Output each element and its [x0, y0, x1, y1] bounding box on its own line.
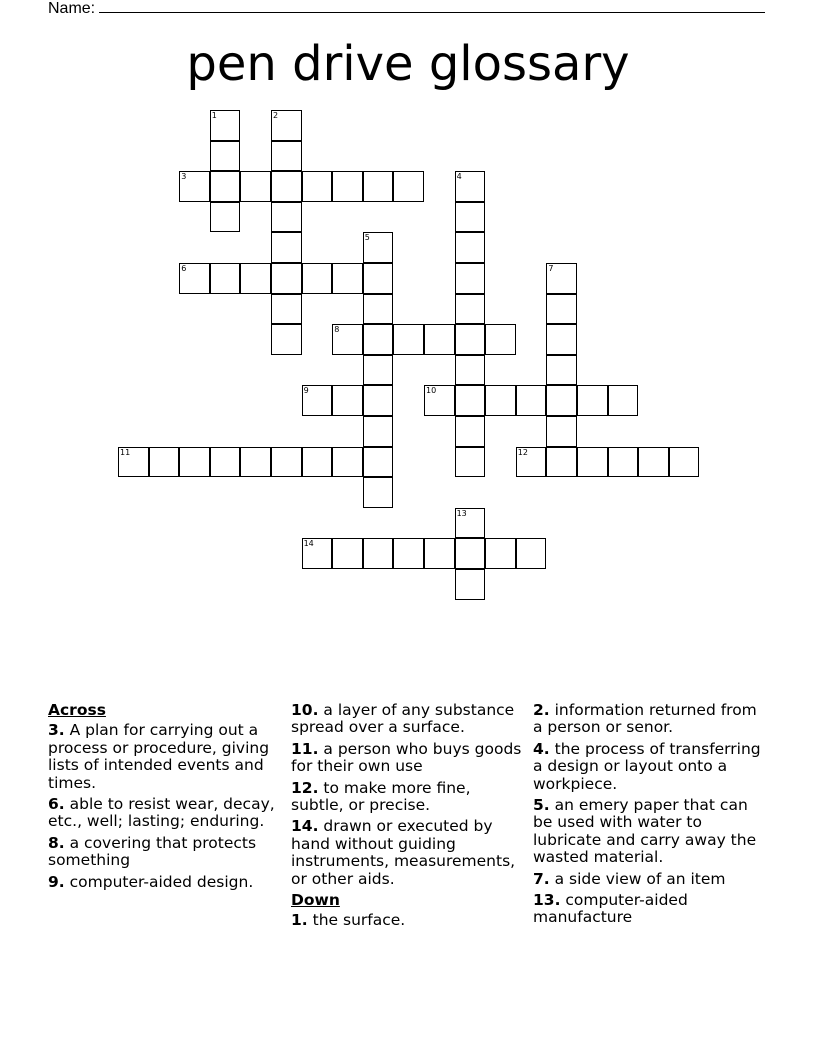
- grid-cell[interactable]: [332, 263, 363, 294]
- grid-cell[interactable]: [363, 294, 394, 325]
- grid-cell[interactable]: [516, 538, 547, 569]
- page-title: pen drive glossary: [186, 36, 630, 92]
- grid-cell[interactable]: [546, 324, 577, 355]
- clue-number: 2: [273, 111, 279, 120]
- grid-cell[interactable]: [455, 508, 486, 539]
- grid-cell[interactable]: [485, 324, 516, 355]
- grid-cell[interactable]: [546, 355, 577, 386]
- grid-cell[interactable]: [240, 447, 271, 478]
- grid-cell[interactable]: [271, 294, 302, 325]
- clue-across-9: 9. computer-aided design.: [48, 872, 254, 891]
- clue-number: 5: [364, 233, 370, 243]
- grid-cell[interactable]: [455, 355, 486, 386]
- grid-cell[interactable]: [363, 477, 394, 508]
- grid-cell[interactable]: [363, 385, 394, 416]
- grid-cell[interactable]: [485, 538, 516, 569]
- grid-cell[interactable]: [608, 447, 639, 478]
- grid-cell[interactable]: [302, 171, 333, 202]
- grid-cell[interactable]: [332, 385, 363, 416]
- grid-cell[interactable]: [638, 447, 669, 478]
- grid-cell[interactable]: [210, 263, 241, 294]
- grid-cell[interactable]: [393, 538, 424, 569]
- grid-cell[interactable]: [455, 569, 486, 600]
- clue-down-5: 5. an emery paper that can be used with water to lubricate and carry away the wasted material.: [533, 796, 757, 867]
- grid-cell[interactable]: [546, 447, 577, 478]
- grid-cell[interactable]: [271, 202, 302, 233]
- grid-cell[interactable]: [302, 263, 333, 294]
- grid-cell[interactable]: [363, 263, 394, 294]
- grid-cell[interactable]: [363, 447, 394, 478]
- name-label: Name:: [48, 0, 96, 17]
- grid-cell[interactable]: [179, 447, 210, 478]
- grid-cell[interactable]: [455, 538, 486, 569]
- grid-cell[interactable]: [302, 538, 333, 569]
- grid-cell[interactable]: [455, 385, 486, 416]
- grid-cell[interactable]: [485, 385, 516, 416]
- clue-column-1: [48, 702, 280, 895]
- clue-number: 7: [548, 264, 554, 273]
- clue-column-3: [533, 702, 765, 931]
- grid-cell[interactable]: [393, 324, 424, 355]
- clue-number: 4: [456, 172, 462, 182]
- clue-number: 3: [181, 172, 187, 182]
- grid-cell[interactable]: [271, 110, 302, 141]
- clue-across-10: 10. a layer of any substance spread over a surface.: [291, 701, 515, 737]
- grid-cell[interactable]: [179, 171, 210, 202]
- grid-cell[interactable]: [577, 447, 608, 478]
- grid-cell[interactable]: [546, 263, 577, 294]
- grid-cell[interactable]: [149, 447, 180, 478]
- grid-cell[interactable]: [363, 232, 394, 263]
- grid-cell[interactable]: [271, 141, 302, 172]
- grid-cell[interactable]: [210, 447, 241, 478]
- clue-number: 10: [426, 386, 437, 396]
- grid-cell[interactable]: [424, 385, 455, 416]
- grid-cell[interactable]: [240, 171, 271, 202]
- grid-cell[interactable]: [608, 385, 639, 416]
- grid-cell[interactable]: [271, 171, 302, 202]
- grid-cell[interactable]: [577, 385, 608, 416]
- grid-cell[interactable]: [363, 355, 394, 386]
- clue-column-2: [291, 702, 523, 934]
- clue-down-4: 4. the process of transferring a design or layout onto a workpiece.: [533, 739, 761, 793]
- grid-cell[interactable]: [210, 141, 241, 172]
- clue-number: 12: [517, 447, 528, 457]
- clue-down-1: 1. the surface.: [291, 911, 406, 930]
- grid-cell[interactable]: [393, 171, 424, 202]
- clue-down-2: 2. information returned from a person or senor.: [533, 701, 757, 737]
- clue-down-7: 7. a side view of an item: [533, 869, 726, 888]
- clue-number: 9: [303, 386, 309, 396]
- grid-cell[interactable]: [210, 171, 241, 202]
- grid-cell[interactable]: [363, 416, 394, 447]
- grid-cell[interactable]: [455, 447, 486, 478]
- down-heading: Down: [291, 891, 340, 910]
- grid-cell[interactable]: [546, 416, 577, 447]
- grid-cell[interactable]: [455, 263, 486, 294]
- grid-cell[interactable]: [455, 171, 486, 202]
- grid-cell[interactable]: [546, 294, 577, 325]
- grid-cell[interactable]: [179, 263, 210, 294]
- grid-cell[interactable]: [332, 447, 363, 478]
- grid-cell[interactable]: [455, 294, 486, 325]
- clue-across-14: 14. drawn or executed by hand without guiding instruments, measurements, or other aids.: [291, 817, 516, 888]
- clue-across-12: 12. to make more fine, subtle, or precise.: [291, 778, 471, 815]
- grid-cell[interactable]: [424, 538, 455, 569]
- grid-cell[interactable]: [271, 232, 302, 263]
- grid-cell[interactable]: [455, 324, 486, 355]
- grid-cell[interactable]: [363, 324, 394, 355]
- grid-cell[interactable]: [455, 202, 486, 233]
- grid-cell[interactable]: [363, 171, 394, 202]
- grid-cell[interactable]: [332, 171, 363, 202]
- grid-cell[interactable]: [455, 232, 486, 263]
- grid-cell[interactable]: [210, 110, 241, 141]
- grid-cell[interactable]: [271, 447, 302, 478]
- grid-cell[interactable]: [455, 416, 486, 447]
- clue-across-6: 6. able to resist wear, decay, etc., well; lasting; enduring.: [48, 795, 275, 831]
- grid-cell[interactable]: [240, 263, 271, 294]
- grid-cell[interactable]: [332, 324, 363, 355]
- grid-cell[interactable]: [210, 202, 241, 233]
- clue-across-8: 8. a covering that protects something: [48, 833, 257, 870]
- clue-number: 11: [120, 447, 131, 457]
- grid-cell[interactable]: [516, 385, 547, 416]
- grid-cell[interactable]: [363, 538, 394, 569]
- grid-cell[interactable]: [546, 385, 577, 416]
- clue-number: 13: [456, 508, 467, 518]
- across-heading: Across: [48, 701, 106, 719]
- clue-across-11: 11. a person who buys goods for their own use: [291, 739, 522, 776]
- grid-cell[interactable]: [302, 385, 333, 416]
- clue-number: 6: [181, 264, 187, 273]
- grid-cell[interactable]: [271, 324, 302, 355]
- grid-cell[interactable]: [516, 447, 547, 478]
- grid-cell[interactable]: [669, 447, 700, 478]
- clue-number: 14: [303, 539, 314, 549]
- clue-down-13: 13. computer-aided manufacture: [533, 891, 688, 927]
- clue-number: 1: [211, 111, 217, 120]
- clue-number: 8: [334, 325, 340, 335]
- grid-cell[interactable]: [271, 263, 302, 294]
- grid-cell[interactable]: [118, 447, 149, 478]
- grid-cell[interactable]: [302, 447, 333, 478]
- grid-cell[interactable]: [424, 324, 455, 355]
- clue-across-3: 3. A plan for carrying out a process or procedure, giving lists of intended events and times.: [48, 721, 270, 792]
- grid-cell[interactable]: [332, 538, 363, 569]
